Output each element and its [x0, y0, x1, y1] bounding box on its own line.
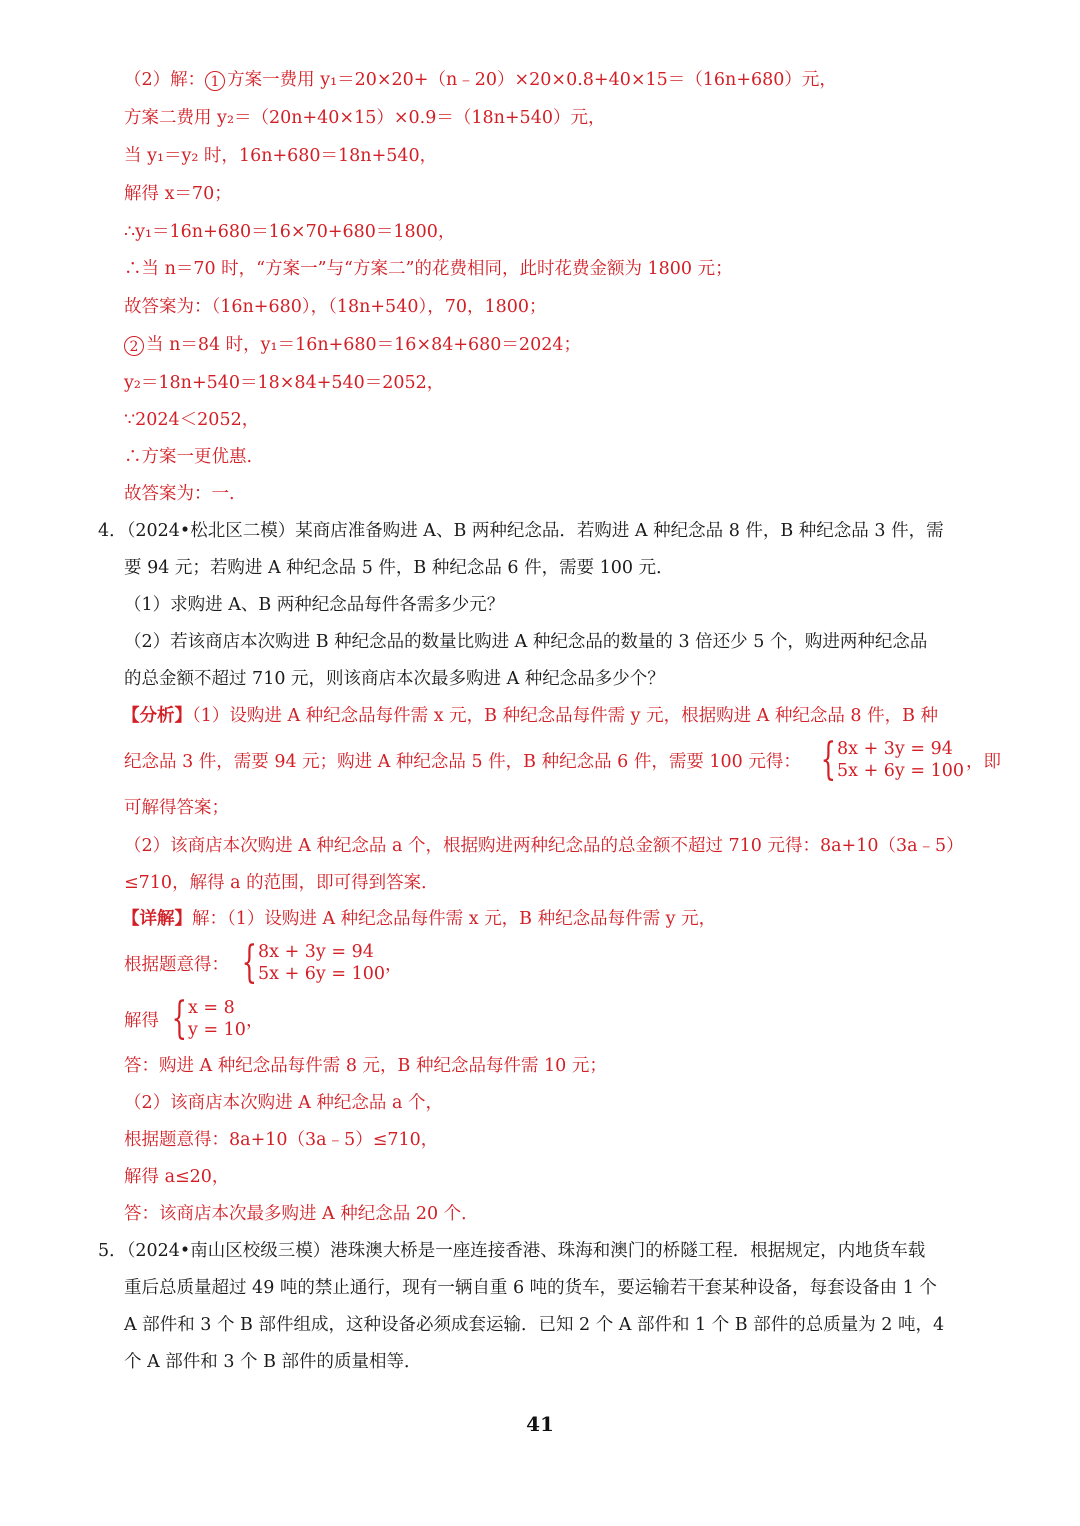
- q4-part2-line-3: 解得 a≤20，: [124, 1167, 230, 1187]
- q5-stem-line-2: 重后总质量超过 49 吨的禁止通行，现有一辆自重 6 吨的货车，要运输若干套某种设备，每套设备由 1 个: [124, 1278, 937, 1298]
- plan-one-cost: 方案一费用 y₁＝20×20+（n﹣20）×20×0.8+40×15＝（16n+680）元，: [227, 70, 837, 90]
- left-brace-icon: {: [171, 993, 187, 1044]
- solve-label: 解得: [124, 1010, 159, 1031]
- solution-system: [124, 993, 264, 1044]
- solution-label: （2）解：: [124, 70, 206, 90]
- left-brace-icon: {: [820, 734, 836, 785]
- q4-stem-line-1: 4．（2024•松北区二模）某商店准备购进 A、B 两种纪念品．若购进 A 种纪念品 8 件，B 种纪念品 3 件，需: [98, 521, 944, 541]
- analysis-tag: 【分析】: [122, 706, 192, 726]
- q4-analysis-line-2: 纪念品 3 件，需要 94 元；购进 A 种纪念品 5 件，B 种纪念品 6 件，需要 100 元得：: [124, 752, 801, 772]
- detail-tag: 【详解】: [122, 909, 192, 929]
- q4-detail-line-1: [122, 907, 716, 931]
- q5-stem-line-1: 5．（2024•南山区校级三模）港珠澳大桥是一座连接香港、珠海和澳门的桥隧工程．根据规定，内地货车载: [98, 1241, 926, 1261]
- solution-tail: ，: [245, 1010, 264, 1031]
- analysis-text: （1）设购进 A 种纪念品每件需 x 元，B 种纪念品每件需 y 元，根据购进 A 种纪念品 8 件，B 种: [192, 706, 939, 726]
- equation-1: 8x + 3y = 94: [837, 739, 953, 759]
- q3-solution-line-11: ∴方案一更优惠.: [124, 447, 253, 467]
- solution-y: y = 10: [188, 1020, 246, 1040]
- page-number: 41: [526, 1412, 554, 1436]
- q4-analysis-line-5: ≤710，解得 a 的范围，即可得到答案．: [124, 873, 439, 893]
- q4-answer-2: 答：该商店本次最多购进 A 种纪念品 20 个．: [124, 1204, 479, 1224]
- q3-solution-line-5: ∴y₁＝16n+680＝16×70+680＝1800，: [124, 222, 456, 242]
- circled-number-1: 1: [205, 71, 225, 91]
- q4-part2-line-1: （2）该商店本次购进 A 种纪念品 a 个，: [124, 1093, 443, 1113]
- q5-stem-line-4: 个 A 部件和 3 个 B 部件的质量相等．: [124, 1352, 422, 1372]
- q4-analysis-line-1: [122, 704, 938, 728]
- analysis-equation-system: [808, 734, 1002, 785]
- equation-1: 8x + 3y = 94: [258, 942, 374, 962]
- q4-answer-1: 答：购进 A 种纪念品每件需 8 元，B 种纪念品每件需 10 元；: [124, 1056, 607, 1076]
- q3-solution-line-6: ∴当 n＝70 时，“方案一”与“方案二”的花费相同，此时花费金额为 1800 元；: [124, 259, 733, 279]
- left-brace-icon: {: [241, 937, 257, 988]
- q3-solution-line-10: ∵2024＜2052，: [124, 410, 260, 430]
- case-n-84: 当 n＝84 时，y₁＝16n+680＝16×84+680＝2024；: [146, 335, 581, 355]
- q3-solution-line-7: 故答案为：（16n+680），（18n+540），70，1800；: [124, 297, 547, 317]
- q3-solution-line-9: y₂＝18n+540＝18×84+540＝2052，: [124, 373, 445, 393]
- solution-x: x = 8: [188, 998, 235, 1018]
- q4-part2-line-2: 根据题意得：8a+10（3a﹣5）≤710，: [124, 1130, 439, 1150]
- circled-number-2: 2: [124, 336, 144, 356]
- q3-solution-line-1: [124, 68, 837, 92]
- equation-2: 5x + 6y = 100: [837, 761, 965, 781]
- q3-solution-line-3: 当 y₁＝y₂ 时，16n+680＝18n+540，: [124, 146, 438, 166]
- detail-equation-system: [124, 937, 403, 988]
- q3-solution-line-4: 解得 x＝70；: [124, 184, 232, 204]
- q3-solution-line-12: 故答案为：一.: [124, 484, 235, 504]
- detail-text: 解：（1）设购进 A 种纪念品每件需 x 元，B 种纪念品每件需 y 元，: [192, 909, 717, 929]
- q5-stem-line-3: A 部件和 3 个 B 部件组成，这种设备必须成套运输．已知 2 个 A 部件和 1 个 B 部件的总质量为 2 吨，4: [124, 1315, 945, 1335]
- q4-analysis-line-4: （2）该商店本次购进 A 种纪念品 a 个，根据购进两种纪念品的总金额不超过 710 元得：8a+10（3a﹣5）: [124, 836, 964, 856]
- equation-tail: ，: [385, 954, 403, 975]
- q4-subquestion-2-line-2: 的总金额不超过 710 元，则该商店本次最多购进 A 种纪念品多少个？: [124, 669, 665, 689]
- q4-analysis-line-3: 可解得答案；: [124, 798, 229, 818]
- q4-subquestion-1: （1）求购进 A、B 两种纪念品每件各需多少元？: [124, 595, 505, 615]
- q3-solution-line-2: 方案二费用 y₂＝（20n+40×15）×0.9＝（18n+540）元，: [124, 108, 606, 128]
- equation-tail: ，即: [966, 751, 1002, 772]
- q3-solution-line-8: [124, 333, 581, 357]
- equation-2: 5x + 6y = 100: [258, 964, 386, 984]
- q4-subquestion-2-line-1: （2）若该商店本次购进 B 种纪念品的数量比购进 A 种纪念品的数量的 3 倍还少 5 个，购进两种纪念品: [124, 632, 928, 652]
- q4-stem-line-2: 要 94 元；若购进 A 种纪念品 5 件，B 种纪念品 6 件，需要 100 元．: [124, 558, 674, 578]
- detail-system-label: 根据题意得：: [124, 954, 229, 975]
